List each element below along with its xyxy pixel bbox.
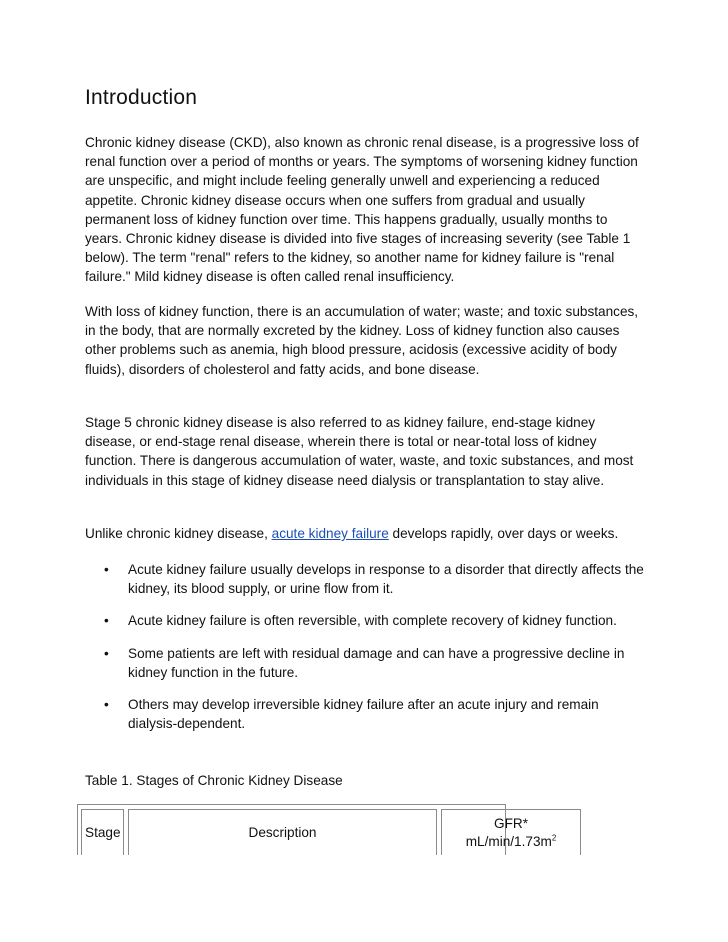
list-item-text: Acute kidney failure is often reversible, with complete recovery of kidney function. bbox=[128, 613, 617, 629]
page-title: Introduction bbox=[85, 86, 198, 109]
bullet-icon: • bbox=[104, 697, 109, 713]
list-item-text: Acute kidney failure usually develops in response to a disorder that directly affects the kidney, its blood supply, or urine flow from it. bbox=[128, 562, 644, 597]
acute-kidney-failure-link[interactable]: acute kidney failure bbox=[271, 526, 389, 541]
gfr-unit-exponent: 2 bbox=[551, 832, 557, 842]
table-caption: Table 1. Stages of Chronic Kidney Disease bbox=[85, 773, 343, 788]
paragraph-text-after-link: develops rapidly, over days or weeks. bbox=[388, 526, 619, 541]
bullet-icon: • bbox=[104, 562, 109, 577]
gfr-unit-text: mL/min/1.73m bbox=[465, 833, 552, 849]
list-item bbox=[85, 644, 645, 682]
bullet-icon: • bbox=[104, 645, 109, 661]
list-item bbox=[85, 695, 645, 733]
paragraph-ckd-definition: Chronic kidney disease (CKD), also known as chronic renal disease, is a progressive loss of renal function over a period of months or years. The symptoms of worsening kidney function are unspecific, and might include feeling generally unwell and experiencing a reduced appetite. Chronic kidney disease occurs when one suffers from gradual and usually permanent loss of kidney function over time. This happens gradually, usually months to years. Chronic kidney disease is divided into five stages of increasing severity (see Table 1 below). The term "renal" refers to the kidney, so another name for kidney failure is "renal failure." Mild kidney disease is often called renal insufficiency. bbox=[85, 135, 639, 285]
acute-failure-bullet-list bbox=[85, 560, 645, 746]
list-item bbox=[85, 560, 645, 598]
list-item-text: Some patients are left with residual damage and can have a progressive decline in kidney function in the future. bbox=[128, 645, 625, 680]
table-header-description: Description bbox=[128, 809, 437, 855]
gfr-header-unit bbox=[466, 833, 557, 851]
gfr-header-label: GFR* bbox=[494, 815, 528, 831]
bullet-icon: • bbox=[104, 613, 109, 629]
paragraph-text-before-link: Unlike chronic kidney disease, bbox=[85, 526, 272, 541]
paragraph-loss-of-function: With loss of kidney function, there is an accumulation of water; waste; and toxic substances, in the body, that are normally excreted by the kidney. Loss of kidney function also causes other problems such as anemia, high blood pressure, acidosis (excessive acidity of body fluids), disorders of cholesterol and fatty acids, and bone disease. bbox=[85, 304, 639, 377]
table-header-stage: Stage bbox=[81, 809, 124, 855]
paragraph-acute-vs-chronic bbox=[85, 524, 645, 543]
paragraph-stage-5: Stage 5 chronic kidney disease is also referred to as kidney failure, end-stage kidney disease, or end-stage renal disease, wherein there is total or near-total loss of kidney function. There is dangerous accumulation of water, waste, and toxic substances, and most individuals in this stage of kidney disease need dialysis or transplantation to stay alive. bbox=[85, 415, 634, 488]
ckd-stages-table bbox=[77, 804, 557, 855]
list-item bbox=[85, 611, 645, 630]
table-header-gfr bbox=[441, 809, 581, 855]
list-item-text: Others may develop irreversible kidney failure after an acute injury and remain dialysis-dependent. bbox=[128, 697, 599, 732]
